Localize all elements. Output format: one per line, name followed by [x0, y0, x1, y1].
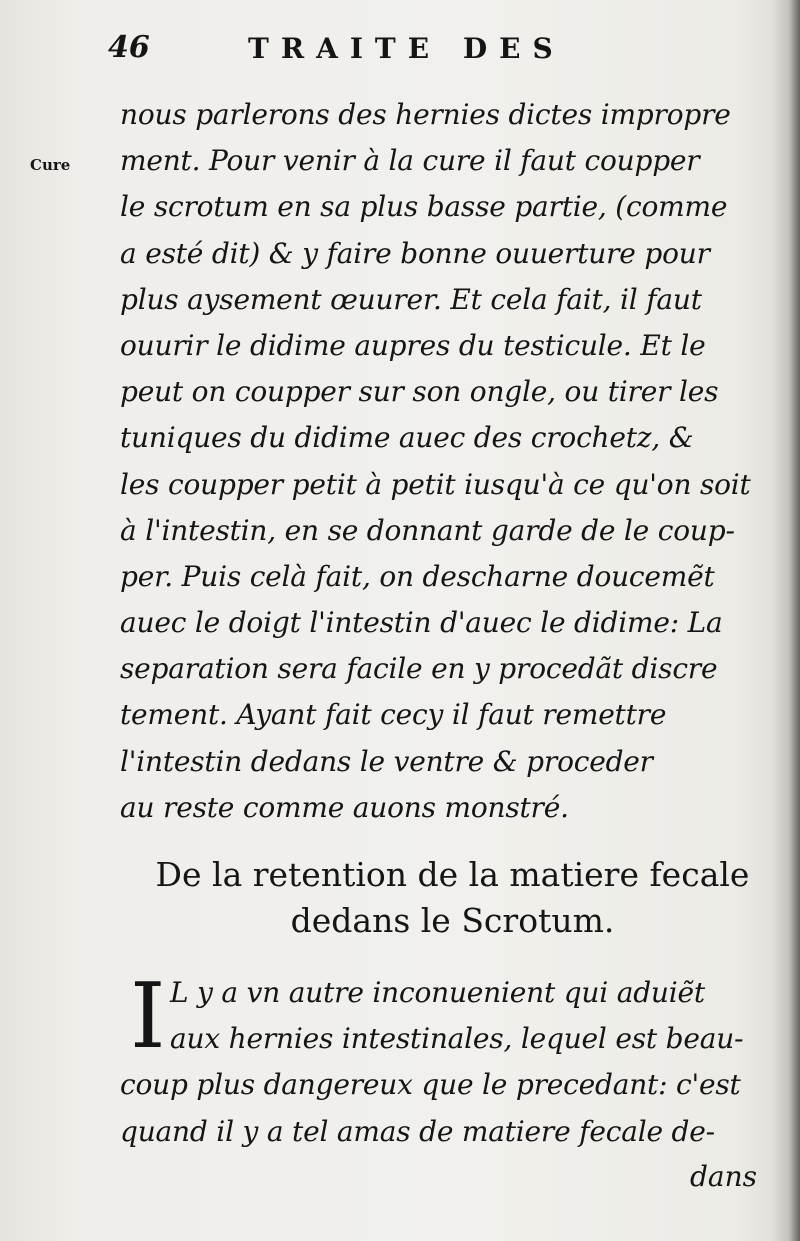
- page-number: 46: [108, 30, 150, 65]
- text-line: coup plus dangereux que le precedant: c'est: [120, 1068, 741, 1102]
- section-heading: [120, 852, 785, 944]
- text-line: l'intestin dedans le ventre & proceder: [120, 744, 653, 778]
- text-line: L y a vn autre inconuenient qui aduiẽt: [170, 976, 705, 1009]
- margin-note: Cure: [30, 156, 71, 174]
- heading-line: De la retention de la matiere fecale: [155, 855, 750, 894]
- text-line: quand il y a tel amas de matiere fecale de-: [120, 1114, 715, 1148]
- catchword: dans: [690, 1160, 758, 1193]
- heading-line: dedans le Scrotum.: [290, 901, 615, 940]
- paragraph-2: [120, 964, 785, 1155]
- text-line: tement. Ayant fait cecy il faut remettre: [120, 698, 667, 732]
- text-line: ment. Pour venir à la cure il faut coupper: [120, 144, 700, 178]
- paragraph-1: [120, 92, 785, 831]
- text-line: plus aysement œuurer. Et cela fait, il faut: [120, 282, 702, 316]
- text-line: a esté dit) & y faire bonne ouuerture pour: [120, 236, 710, 270]
- text-line: les coupper petit à petit iusqu'à ce qu'on soit: [120, 467, 751, 501]
- text-line: aux hernies intestinales, lequel est beau-: [170, 1022, 744, 1056]
- text-line: peut on coupper sur son ongle, ou tirer les: [120, 375, 719, 409]
- drop-cap: I: [130, 964, 166, 1069]
- text-line: ouurir le didime aupres du testicule. Et le: [120, 328, 706, 362]
- page-header: [108, 30, 788, 70]
- text-line: le scrotum en sa plus basse partie, (comme: [120, 190, 728, 224]
- running-title: TRAITE DES: [248, 32, 565, 65]
- text-line: à l'intestin, en se donnant garde de le coup-: [120, 513, 735, 547]
- text-line: au reste comme auons monstré.: [120, 790, 569, 824]
- text-line: nous parlerons des hernies dictes impropre: [120, 98, 731, 131]
- text-line: separation sera facile en y procedãt discre: [120, 652, 718, 686]
- text-line: tuniques du didime auec des crochetz, &: [120, 421, 694, 455]
- text-line: per. Puis celà fait, on descharne doucemẽt: [120, 559, 715, 593]
- text-line: auec le doigt l'intestin d'auec le didime: La: [120, 606, 723, 640]
